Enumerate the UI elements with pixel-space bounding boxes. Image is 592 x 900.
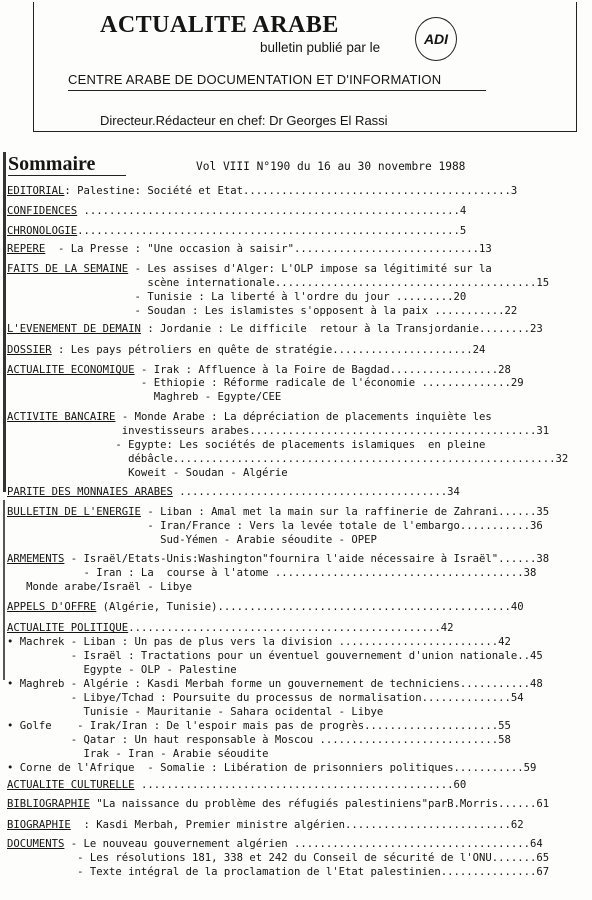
toc-line xyxy=(7,185,517,198)
page-number: 42 xyxy=(440,622,454,634)
entry-text: Egypte - OLP - Palestine xyxy=(7,664,237,676)
toc-line xyxy=(7,439,485,452)
entry-text: : Kasdi Merbah, Premier ministre algérien.......................... xyxy=(70,819,511,831)
section-title: APPELS D'OFFRE xyxy=(7,601,97,613)
toc-line xyxy=(7,520,543,533)
sommaire-heading: Sommaire xyxy=(8,153,96,175)
adi-logo: ADI xyxy=(415,17,457,61)
toc-line xyxy=(7,291,466,304)
page-number: 29 xyxy=(510,377,524,389)
page-number: 4 xyxy=(459,205,467,217)
toc-line xyxy=(7,486,460,499)
section-title: PARITE DES MONNAIES ARABES xyxy=(7,486,173,498)
section-title: FAITS DE LA SEMAINE xyxy=(7,263,129,275)
toc-line xyxy=(7,534,377,547)
toc-line xyxy=(7,344,485,357)
toc-line xyxy=(7,225,466,238)
toc-line xyxy=(7,205,466,218)
section-title: ACTIVITE BANCAIRE xyxy=(7,411,116,423)
toc-line xyxy=(7,567,536,580)
section-title: L'EVENEMENT DE DEMAIN xyxy=(7,323,141,335)
entry-text: - Iran/France : Vers la levée totale de l'embargo........... xyxy=(7,520,530,532)
toc-line xyxy=(7,391,281,404)
page-number: 40 xyxy=(510,601,524,613)
masthead-title: ACTUALITE ARABE xyxy=(100,12,339,38)
toc-line xyxy=(7,277,549,290)
entry-text: - Qatar : Un haut responsable à Moscou ............................ xyxy=(7,734,499,746)
section-title: ACTUALITE CULTURELLE xyxy=(7,779,135,791)
page-number: 23 xyxy=(530,323,543,335)
organization-name: CENTRE ARABE DE DOCUMENTATION ET D'INFORMATION xyxy=(68,72,442,87)
organization-divider xyxy=(68,90,486,91)
page-number: 54 xyxy=(510,692,524,704)
page-number: 22 xyxy=(504,305,518,317)
toc-line xyxy=(7,706,383,719)
page-number: 64 xyxy=(530,838,543,850)
toc-line xyxy=(7,748,269,761)
entry-text: - Le nouveau gouvernement algérien ..................................... xyxy=(64,838,530,850)
entry-text: - Les assises d'Alger: L'OLP impose sa légitimité sur la xyxy=(128,263,492,275)
section-title: BIOGRAPHIE xyxy=(7,819,71,831)
toc-line xyxy=(7,838,543,851)
page-number: 5 xyxy=(459,225,467,237)
entry-text: scène internationale......................................... xyxy=(7,277,537,289)
toc-line xyxy=(7,243,492,256)
toc-line xyxy=(7,650,543,663)
section-title: ACTUALITE ECONOMIQUE xyxy=(7,364,135,376)
section-title: REPERE xyxy=(7,243,46,255)
entry-text: : Palestine: Société et Etat.......................................... xyxy=(64,185,511,197)
entry-text: • Machrek - Liban : Un pas de plus vers la division ......................... xyxy=(7,636,499,648)
entry-text: - Liban : Amal met la main sur la raffinerie de Zahrani...... xyxy=(140,506,537,518)
margin-mark xyxy=(3,152,6,492)
toc-line xyxy=(7,467,288,480)
toc-line xyxy=(7,762,536,775)
page-number: 65 xyxy=(536,852,550,864)
page-number: 38 xyxy=(523,567,537,579)
toc-line xyxy=(7,425,549,438)
toc-line xyxy=(7,305,517,318)
entry-text: - Libye/Tchad : Poursuite du processus de normalisation.............. xyxy=(7,692,511,704)
page-number: 35 xyxy=(536,506,550,518)
page-number: 20 xyxy=(453,291,467,303)
toc-line xyxy=(7,622,453,635)
toc-line xyxy=(7,692,524,705)
page-number: 45 xyxy=(530,650,543,662)
toc-line xyxy=(7,553,549,566)
issue-line: Vol VIII N°190 du 16 au 30 novembre 1988 xyxy=(196,160,466,173)
sommaire-underline xyxy=(8,175,126,176)
entry-text: - Iran : La course à l'atome ....................................... xyxy=(7,567,524,579)
entry-text: Tunisie - Mauritanie - Sahara ocidental - Libye xyxy=(7,706,384,718)
entry-text: - Les résolutions 181, 338 et 242 du Conseil de sécurité de l'ONU....... xyxy=(7,852,537,864)
entry-text: • Corne de l'Afrique - Somalie : Libération de prisonniers politiques........... xyxy=(7,762,524,774)
page-number: 31 xyxy=(536,425,550,437)
entry-text: ................................................. xyxy=(134,779,454,791)
toc-line xyxy=(7,411,492,424)
page-number: 13 xyxy=(478,243,492,255)
toc-line xyxy=(7,323,543,336)
entry-text: débâcle............................................................ xyxy=(7,453,556,465)
entry-text: - Irak : Affluence à la Foire de Bagdad................. xyxy=(134,364,499,376)
page-number: 55 xyxy=(498,720,511,732)
toc-line xyxy=(7,798,549,811)
entry-text: - Egypte: Les sociétés de placements islamiques en pleine xyxy=(7,439,486,451)
section-title: CONFIDENCES xyxy=(7,205,78,217)
page-number: 48 xyxy=(530,678,543,690)
entry-text: investisseurs arabes............................................. xyxy=(7,425,537,437)
entry-text: • Maghreb - Algérie : Kasdi Merbah forme un gouvernement de techniciens........... xyxy=(7,678,530,690)
toc-line xyxy=(7,852,549,865)
entry-text: ............................................................ xyxy=(77,225,460,237)
entry-text: : Les pays pétroliers en quête de stratégie...................... xyxy=(51,344,473,356)
margin-mark-lower xyxy=(3,500,5,680)
entry-text: ........................................................... xyxy=(77,205,460,217)
page-number: 15 xyxy=(536,277,550,289)
entry-text: • Golfe - Irak/Iran : De l'espoir mais pas de progrès..................... xyxy=(7,720,499,732)
page-number: 58 xyxy=(498,734,511,746)
entry-text: .......................................... xyxy=(172,486,448,498)
toc-line xyxy=(7,506,549,519)
toc-line xyxy=(7,377,524,390)
page-number: 34 xyxy=(447,486,460,498)
section-title: DOCUMENTS xyxy=(7,838,65,850)
entry-text: - Ethiopie : Réforme radicale de l'économie .............. xyxy=(7,377,511,389)
entry-text: - La Presse : "Une occasion à saisir"............................. xyxy=(45,243,479,255)
toc-line xyxy=(7,734,511,747)
toc-line xyxy=(7,263,492,276)
page-number: 67 xyxy=(536,866,550,878)
toc-line xyxy=(7,819,524,832)
toc-line xyxy=(7,453,568,466)
entry-text: - Israël/Etats-Unis:Washington"fournira l'aide nécessaire à Israël"...... xyxy=(64,553,537,565)
page-number: 60 xyxy=(453,779,467,791)
toc-line xyxy=(7,636,511,649)
section-title: ARMEMENTS xyxy=(7,553,65,565)
page-number: 61 xyxy=(536,798,550,810)
entry-text: - Tunisie : La liberté à l'ordre du jour ......... xyxy=(7,291,454,303)
entry-text: Sud-Yémen - Arabie séoudite - OPEP xyxy=(7,534,377,546)
entry-text: - Texte intégral de la proclamation de l'Etat palestinien............... xyxy=(7,866,537,878)
toc-line xyxy=(7,678,543,691)
toc-line xyxy=(7,601,524,614)
entry-text: Koweit - Soudan - Algérie xyxy=(7,467,288,479)
toc-line xyxy=(7,364,511,377)
entry-text: "La naissance du problème des réfugiés palestiniens"parB.Morris...... xyxy=(89,798,537,810)
director-line: Directeur.Rédacteur en chef: Dr Georges El Rassi xyxy=(100,113,388,128)
section-title: BIBLIOGRAPHIE xyxy=(7,798,90,810)
toc-line xyxy=(7,581,192,594)
entry-text: (Algérie, Tunisie).............................................. xyxy=(96,601,511,613)
entry-text: - Monde Arabe : La dépréciation de placements inquiète les xyxy=(115,411,492,423)
entry-text: ................................................. xyxy=(128,622,441,634)
toc-line xyxy=(7,664,237,677)
toc-line xyxy=(7,866,549,879)
page-number: 62 xyxy=(510,819,524,831)
entry-text: - Soudan : Les islamistes s'opposent à la paix ........... xyxy=(7,305,505,317)
section-title: BULLETIN DE L'ENERGIE xyxy=(7,506,141,518)
page-number: 59 xyxy=(523,762,537,774)
entry-text: Irak - Iran - Arabie séoudite xyxy=(7,748,269,760)
page-number: 42 xyxy=(498,636,511,648)
entry-text: Monde arabe/Israël - Libye xyxy=(7,581,192,593)
toc-line xyxy=(7,779,466,792)
page-number: 32 xyxy=(555,453,569,465)
section-title: EDITORIAL xyxy=(7,185,65,197)
toc-line xyxy=(7,720,511,733)
entry-text: : Jordanie : Le difficile retour à la Transjordanie........ xyxy=(140,323,530,335)
section-title: CHRONOLOGIE xyxy=(7,225,78,237)
page-number: 24 xyxy=(472,344,486,356)
page-number: 28 xyxy=(498,364,511,376)
masthead-subtitle: bulletin publié par le xyxy=(260,40,381,55)
entry-text: - Israël : Tractations pour un éventuel gouvernement d'union nationale.. xyxy=(7,650,530,662)
page-number: 38 xyxy=(536,553,550,565)
section-title: DOSSIER xyxy=(7,344,52,356)
page-number: 36 xyxy=(530,520,543,532)
section-title: ACTUALITE POLITIQUE xyxy=(7,622,129,634)
page-number: 3 xyxy=(510,185,518,197)
entry-text: Maghreb - Egypte/CEE xyxy=(7,391,282,403)
